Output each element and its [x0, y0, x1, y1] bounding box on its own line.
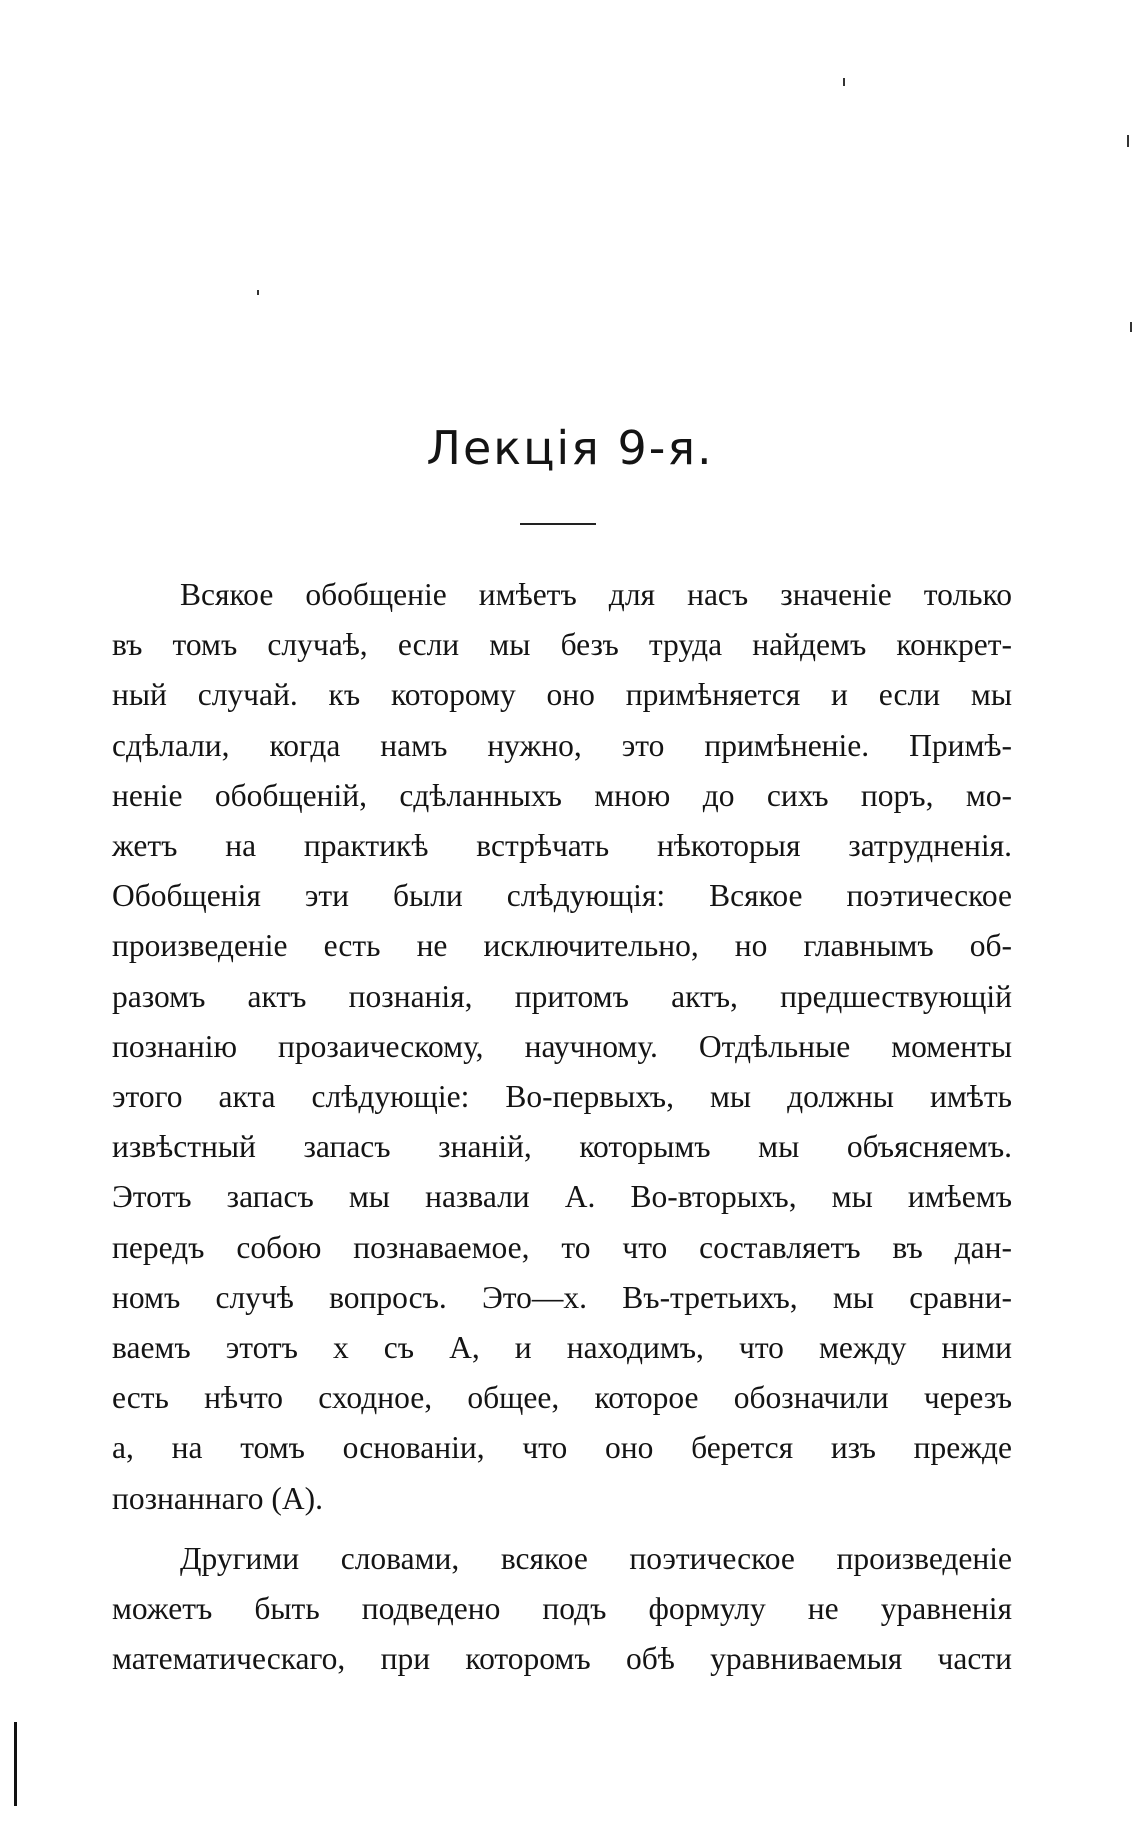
text-line: можетъ быть подведено подъ формулу не уравненія [112, 1591, 1012, 1627]
text-line: разомъ актъ познанія, притомъ актъ, предшествующій [112, 978, 1012, 1014]
paragraph-gap [112, 1524, 1012, 1534]
text-line: Всякое обобщеніе имѣетъ для насъ значеніе только [180, 577, 1012, 612]
text-line: математическаго, при которомъ обѣ уравниваемыя части [112, 1641, 1012, 1677]
lecture-title: Лекція 9-я. [426, 421, 714, 475]
text-line: ваемъ этотъ x съ А, и находимъ, что между ними [112, 1330, 1012, 1366]
text-line: въ томъ случаѣ, если мы безъ труда найдемъ конкрет- [112, 627, 1012, 663]
text-line: есть нѣчто сходное, общее, которое обозначили черезъ [112, 1380, 1012, 1416]
text-line: Обобщенія эти были слѣдующія: Всякое поэтическое [112, 878, 1012, 914]
text-line: жетъ на практикѣ встрѣчать нѣкоторыя затрудненія. [112, 828, 1012, 864]
scan-speck [257, 290, 259, 295]
text-line: неніе обобщеній, сдѣланныхъ мною до сихъ поръ, мо- [112, 777, 1012, 813]
text-line: ный случай. къ которому оно примѣняется и если мы [112, 677, 1012, 713]
text-line: a, на томъ основаніи, что оно берется изъ прежде [112, 1430, 1012, 1466]
text-line: извѣстный запасъ знаній, которымъ мы объясняемъ. [112, 1129, 1012, 1165]
text-line: этого акта слѣдующіе: Во-первыхъ, мы должны имѣть [112, 1079, 1012, 1115]
scan-speck [14, 1722, 17, 1806]
text-line: номъ случѣ вопросъ. Это—x. Въ-третьихъ, мы сравни- [112, 1279, 1012, 1315]
text-line: познанію прозаическому, научному. Отдѣльные моменты [112, 1028, 1012, 1064]
scan-speck [843, 78, 845, 86]
text-line: передъ собою познаваемое, то что составляетъ въ дан- [112, 1229, 1012, 1265]
body-text [112, 570, 1012, 1684]
text-line: произведеніе есть не исключительно, но главнымъ об- [112, 928, 1012, 964]
scan-speck [1130, 322, 1132, 332]
text-line: познаннаго (А). [112, 1480, 323, 1516]
title-divider [520, 523, 596, 525]
text-line: Этотъ запасъ мы назвали А. Во-вторыхъ, мы имѣемъ [112, 1179, 1012, 1215]
scan-speck [1127, 135, 1129, 147]
text-line: сдѣлали, когда намъ нужно, это примѣненіе. Примѣ- [112, 727, 1012, 763]
text-line: Другими словами, всякое поэтическое произведеніе [180, 1540, 1012, 1576]
